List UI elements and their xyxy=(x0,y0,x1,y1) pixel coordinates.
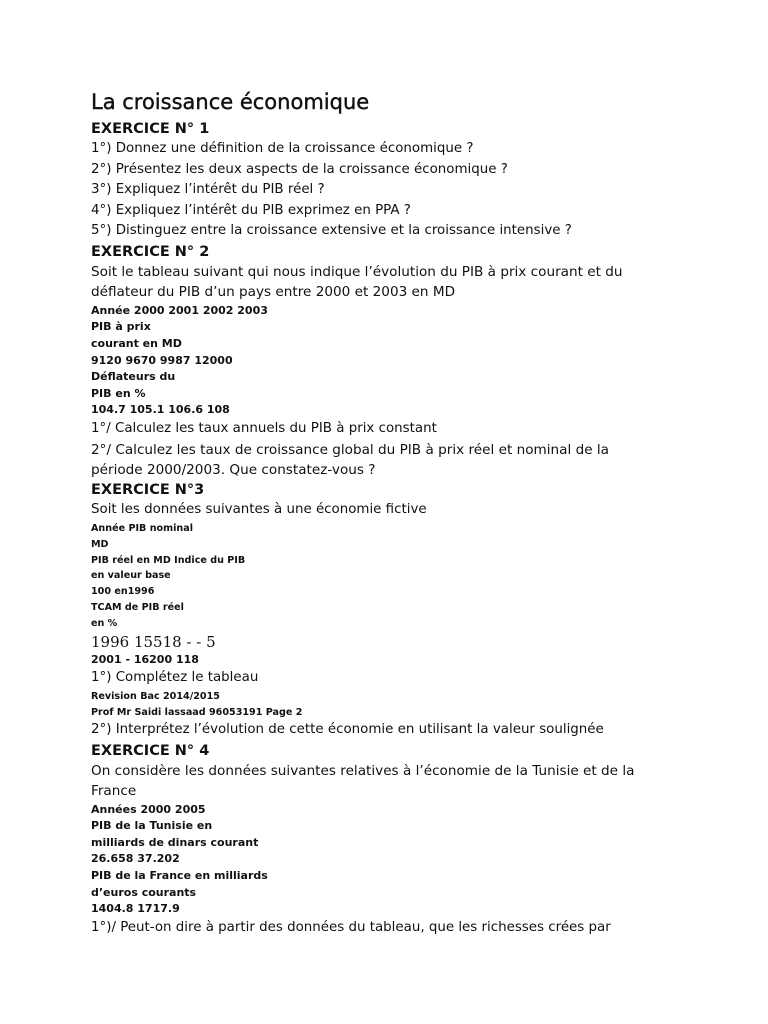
exercise-4-question-1: 1°)/ Peut-on dire à partir des données du tableau, que les richesses crées par xyxy=(91,919,611,935)
exercise-2-table-line: Déflateurs du xyxy=(91,370,176,384)
exercise-3-table-line: en % xyxy=(91,617,118,629)
exercise-3-intro: Soit les données suivantes à une économie fictive xyxy=(91,502,427,518)
exercise-3-table-line: Année PIB nominal xyxy=(91,522,193,534)
exercise-2-heading: EXERCICE N° 2 xyxy=(91,243,210,260)
exercise-4-table-line: PIB de la Tunisie en xyxy=(91,819,213,833)
exercise-2-table-line: courant en MD xyxy=(91,336,182,350)
exercise-1-heading: EXERCICE N° 1 xyxy=(91,121,210,137)
exercise-3-table-line: en valeur base xyxy=(91,570,171,582)
exercise-4-intro: On considère les données suivantes relatives à l’économie de la Tunisie et de la France xyxy=(91,762,635,800)
exercise-1-question-4: 4°) Expliquez l’intérêt du PIB exprimez en PPA ? xyxy=(91,202,411,218)
exercise-2-table-line: PIB à prix xyxy=(91,320,151,334)
exercise-3-heading: EXERCICE N°3 xyxy=(91,482,205,499)
exercise-4-table-line: Années 2000 2005 xyxy=(91,802,206,816)
exercise-3-row-1996: 1996 15518 - - 5 xyxy=(91,632,216,651)
exercise-1-question-3: 3°) Expliquez l’intérêt du PIB réel ? xyxy=(91,182,325,198)
exercise-4-table-line: PIB de la France en milliards xyxy=(91,869,268,883)
page-footer-author: Prof Mr Saidi lassaad 96053191 Page 2 xyxy=(91,706,303,718)
page-footer-revision: Revision Bac 2014/2015 xyxy=(91,690,220,702)
exercise-3-question-1: 1°) Complétez le tableau xyxy=(91,670,259,686)
exercise-1-question-5: 5°) Distinguez entre la croissance extensive et la croissance intensive ? xyxy=(91,223,572,239)
exercise-4-table-line: d’euros courants xyxy=(91,885,197,899)
exercise-3-table-line: TCAM de PIB réel xyxy=(91,601,184,613)
page-title: La croissance économique xyxy=(91,90,370,114)
exercise-1-question-1: 1°) Donnez une définition de la croissance économique ? xyxy=(91,141,474,156)
exercise-1-question-2: 2°) Présentez les deux aspects de la croissance économique ? xyxy=(91,161,508,177)
exercise-2-intro: Soit le tableau suivant qui nous indique l’évolution du PIB à prix courant et du déflateur du PIB d’un pays entre 2000 et 2003 en MD xyxy=(91,263,623,301)
exercise-2-question-2: 2°/ Calculez les taux de croissance global du PIB à prix réel et nominal de la période 2000/2003. Que constatez-vous ? xyxy=(91,441,610,478)
exercise-3-question-2: 2°) Interprétez l’évolution de cette économie en utilisant la valeur soulignée xyxy=(91,722,604,738)
exercise-2-table-line: Année 2000 2001 2002 2003 xyxy=(91,303,268,317)
exercise-2-table-line: PIB en % xyxy=(91,386,146,400)
document-page xyxy=(91,88,701,938)
exercise-2-table-line: 104.7 105.1 106.6 108 xyxy=(91,403,230,417)
exercise-4-heading: EXERCICE N° 4 xyxy=(91,742,210,759)
exercise-3-table-line: MD xyxy=(91,538,109,550)
exercise-2-table-line: 9120 9670 9987 12000 xyxy=(91,353,233,367)
exercise-4-table-line: milliards de dinars courant xyxy=(91,835,259,849)
exercise-3-row-2001: 2001 - 16200 118 xyxy=(91,652,199,666)
exercise-2-question-1: 1°/ Calculez les taux annuels du PIB à prix constant xyxy=(91,420,437,436)
exercise-4-table-line: 1404.8 1717.9 xyxy=(91,902,180,916)
exercise-3-table-line: PIB réel en MD Indice du PIB xyxy=(91,554,246,566)
exercise-3-table-line: 100 en1996 xyxy=(91,586,155,598)
exercise-4-table-line: 26.658 37.202 xyxy=(91,852,180,866)
